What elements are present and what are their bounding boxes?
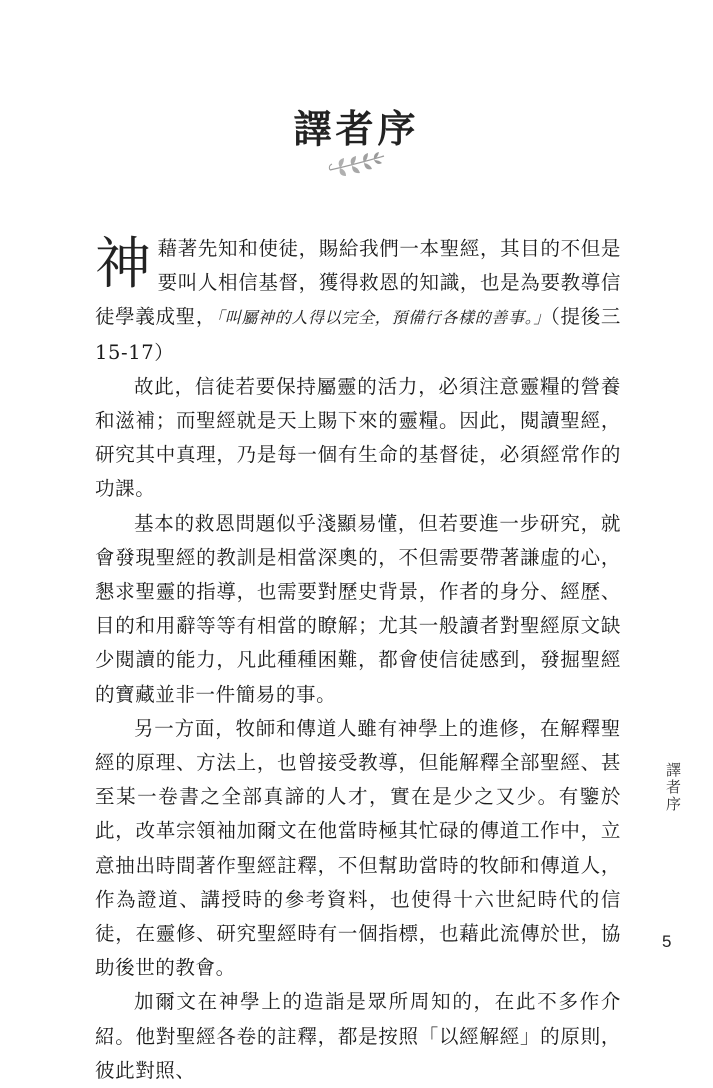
leaf-branch-icon (326, 150, 390, 180)
paragraph-3: 基本的救恩問題似乎淺顯易懂，但若要進一步研究，就會發現聖經的教訓是相當深奧的，不但需要帶著謙虛的心，懇求聖靈的指導，也需要對歷史背景，作者的身分、經歷、目的和用辭等等有相當的瞭解；尤其一般讀者對聖經原文缺少閱讀的能力，凡此種種困難，都會使信徒感到，發掘聖經的寶藏並非一件簡易的事。 (95, 511, 621, 706)
drop-cap: 神 (95, 232, 152, 297)
paragraph-1-text-a: 藉著先知和使徒，賜給我們一本聖經，其目的不但是要叫人相信基督，獲得救恩的知識，也是為要教導信徒學義成聖， (95, 237, 621, 329)
body-text (95, 232, 621, 1088)
scripture-quote: 「叫屬神的人得以完全，預備行各樣的善事。」 (216, 308, 551, 328)
paragraph-2: 故此，信徒若要保持屬靈的活力，必須注意靈糧的營養和滋補；而聖經就是天上賜下來的靈糧。因此，閱讀聖經，研究其中真理，乃是每一個有生命的基督徒，必須經常作的功課。 (95, 374, 621, 501)
paragraph-1 (95, 232, 621, 370)
running-header-vertical: 譯者序 (664, 762, 682, 813)
page-number: 5 (662, 932, 672, 951)
page-title: 譯者序 (293, 106, 420, 151)
paragraph-5: 加爾文在神學上的造詣是眾所周知的，在此不多作介紹。他對聖經各卷的註釋，都是按照「以經解經」的原則，彼此對照、 (95, 990, 621, 1082)
paragraph-1-text-b: （提後三 15-17） (95, 305, 621, 364)
paragraph-4: 另一方面，牧師和傳道人雖有神學上的進修，在解釋聖經的原理、方法上，也曾接受教導，但能解釋全部聖經、甚至某一卷書之全部真諦的人才，實在是少之又少。有鑒於此，改革宗領袖加爾文在他當時極其忙碌的傳道工作中，立意抽出時間著作聖經註釋，不但幫助當時的牧師和傳道人，作為證道、講授時的參考資料，也使得十六世紀時代的信徒，在靈修、研究聖經時有一個指標，也藉此流傳於世，協助後世的教會。 (95, 716, 621, 980)
